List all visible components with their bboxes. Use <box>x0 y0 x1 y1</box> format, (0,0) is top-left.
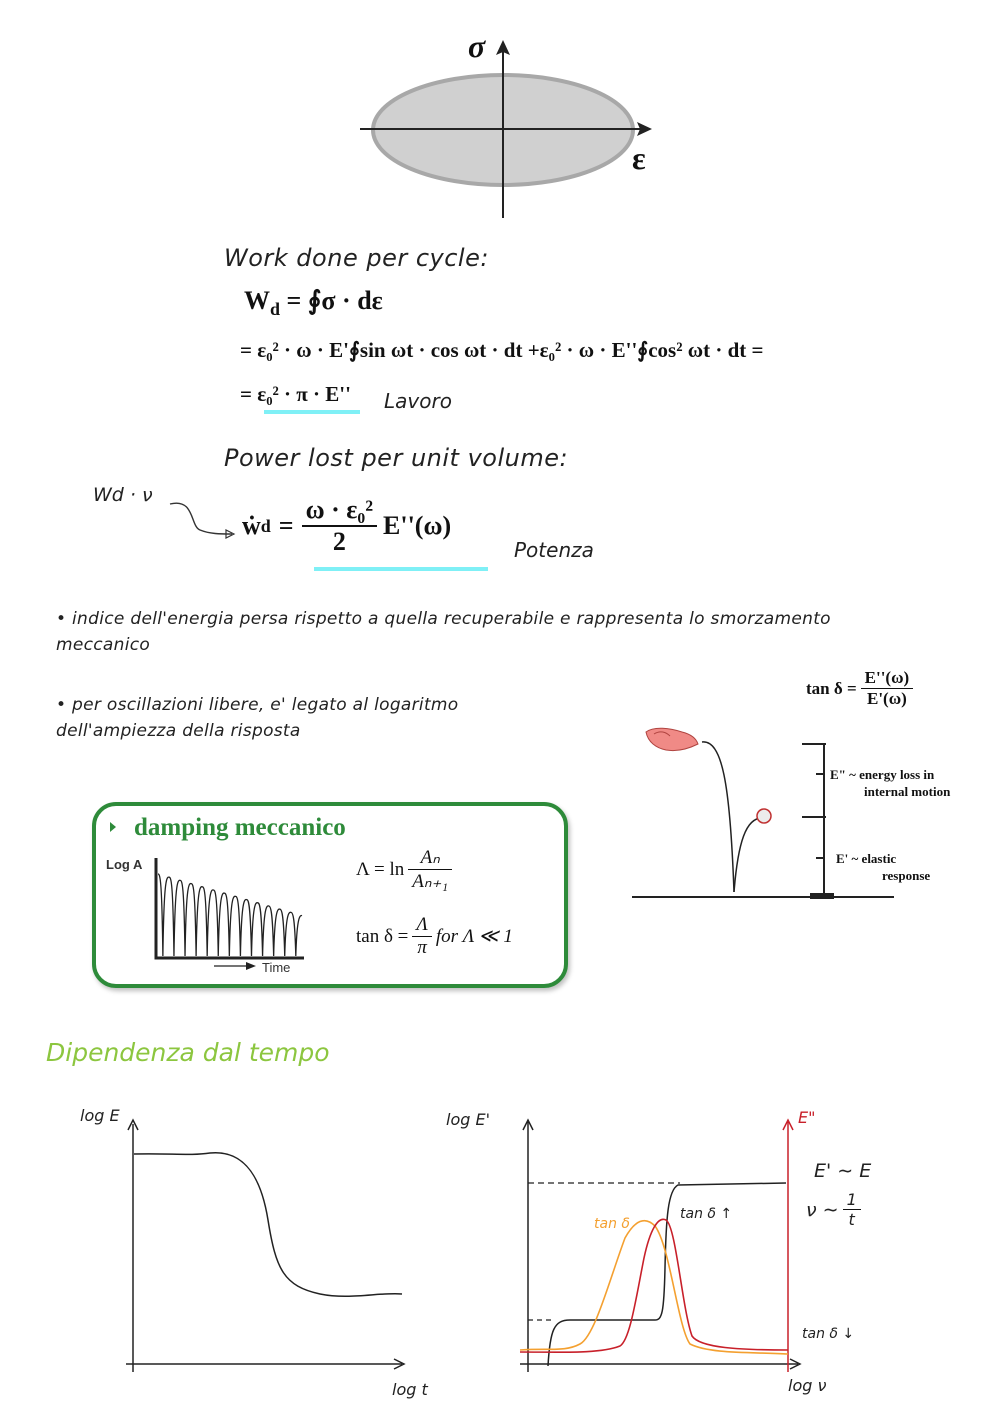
epsilon-axis-label: ε <box>632 140 646 176</box>
power-heading: Power lost per unit volume: <box>224 444 569 472</box>
sigma-axis-label: σ <box>468 28 486 64</box>
damping-xlabel: Time <box>262 960 291 975</box>
tan-delta-damping-num: Λ <box>412 914 431 937</box>
log-decrement-den: Aₙ₊₁ <box>412 871 449 892</box>
tan-delta-orange-label: tan δ <box>594 1216 630 1232</box>
damping-bullet-icon <box>110 822 116 832</box>
storage-modulus-curve <box>548 1183 786 1366</box>
ball-icon <box>757 809 771 823</box>
ball-trajectory-1 <box>702 742 734 892</box>
power-numerator: ω · ε₀² <box>302 495 377 527</box>
tan-delta-damping-equation <box>356 914 513 959</box>
right-plot-ylabel: log E' <box>446 1110 490 1129</box>
tan-delta-curve <box>520 1221 788 1354</box>
relation-2-den: t <box>848 1210 855 1229</box>
right-plot-xlabel: log ν <box>788 1376 827 1395</box>
power-denominator: 2 <box>332 527 346 556</box>
modulus-vs-time-plot <box>100 1110 420 1380</box>
power-note-potenza: Potenza <box>514 538 594 562</box>
dynamic-modulus-frequency-plot <box>510 1108 810 1378</box>
work-symbol-sub: d <box>270 299 281 320</box>
left-plot-xlabel: log t <box>392 1380 428 1399</box>
relation-2-fraction <box>843 1190 861 1229</box>
log-decrement-fraction <box>408 846 452 893</box>
energy-loss-label-2: internal motion <box>864 784 951 799</box>
power-side-arrow <box>160 496 240 546</box>
work-heading: Work done per cycle: <box>224 244 489 272</box>
tan-delta-den: E'(ω) <box>867 689 907 708</box>
loss-modulus-curve <box>520 1219 788 1352</box>
work-note-lavoro: Lavoro <box>384 389 452 413</box>
left-plot-ylabel: log E <box>80 1106 120 1125</box>
time-arrow <box>246 962 256 970</box>
tan-delta-damping-lhs: tan δ = <box>356 925 409 947</box>
stress-strain-ellipse-diagram <box>340 30 680 230</box>
power-lhs-sub: d <box>260 515 271 536</box>
work-line-2: = ε₀² · ω · E'∮sin ωt · cos ωt · dt +ε₀² · ω · E''∮cos² ωt · dt = <box>240 338 764 362</box>
note-bullet-2: • per oscillazioni libere, e' legato al logaritmo dell'ampiezza della risposta <box>56 695 459 741</box>
damping-ylabel: Log A <box>106 857 143 872</box>
tan-delta-damping-den: π <box>417 937 427 958</box>
tan-delta-num: E''(ω) <box>861 668 914 689</box>
work-highlight <box>264 410 360 414</box>
modulus-relation-2 <box>806 1190 861 1229</box>
tan-delta-damping-fraction <box>412 914 431 959</box>
modulus-relation-1: E' ∼ E <box>814 1160 872 1182</box>
power-highlight <box>314 567 488 571</box>
section-title: Dipendenza dal tempo <box>46 1038 330 1067</box>
power-rhs: E''(ω) <box>383 511 452 540</box>
tan-delta-definition <box>806 668 913 709</box>
work-line-1 <box>244 286 383 320</box>
equals-sign: = <box>278 511 294 540</box>
modulus-relaxation-curve <box>134 1153 402 1297</box>
tan-delta-lhs: tan δ = <box>806 678 857 698</box>
damping-decay-curve <box>158 874 302 956</box>
work-symbol: W <box>244 286 270 315</box>
work-line-3: = ε₀² · π · E'' <box>240 382 351 406</box>
power-side-note: Wd · ν <box>93 484 153 506</box>
ball-trajectory-2 <box>734 818 762 892</box>
hand-icon <box>646 728 698 750</box>
relation-2-lhs: ν ∼ <box>806 1198 839 1221</box>
tan-delta-up-label: tan δ ↑ <box>680 1206 733 1222</box>
relation-2-num: 1 <box>843 1190 861 1210</box>
log-decrement-lhs: Λ = ln <box>356 858 405 880</box>
tan-delta-down-label: tan δ ↓ <box>802 1326 855 1342</box>
damping-title: damping meccanico <box>134 814 346 841</box>
log-decrement-num: Aₙ <box>408 846 452 870</box>
power-fraction <box>302 495 377 557</box>
right-plot-ylabel-red: E" <box>798 1108 816 1127</box>
elastic-label-2: response <box>882 868 931 883</box>
log-decrement-equation <box>356 846 452 893</box>
power-lhs: ẇ <box>242 511 261 540</box>
energy-loss-label-1: E" ~ energy loss in <box>830 767 935 782</box>
elastic-label-1: E' ~ elastic <box>836 851 897 866</box>
work-rhs: = ∮σ · dε <box>280 286 383 315</box>
tan-delta-damping-rhs: for Λ ≪ 1 <box>435 926 513 947</box>
note-bullet-1: • indice dell'energia persa rispetto a quella recuperabile e rappresenta lo smorzamento meccanico <box>56 609 831 655</box>
power-equation <box>242 486 451 566</box>
tan-delta-fraction <box>861 668 914 709</box>
